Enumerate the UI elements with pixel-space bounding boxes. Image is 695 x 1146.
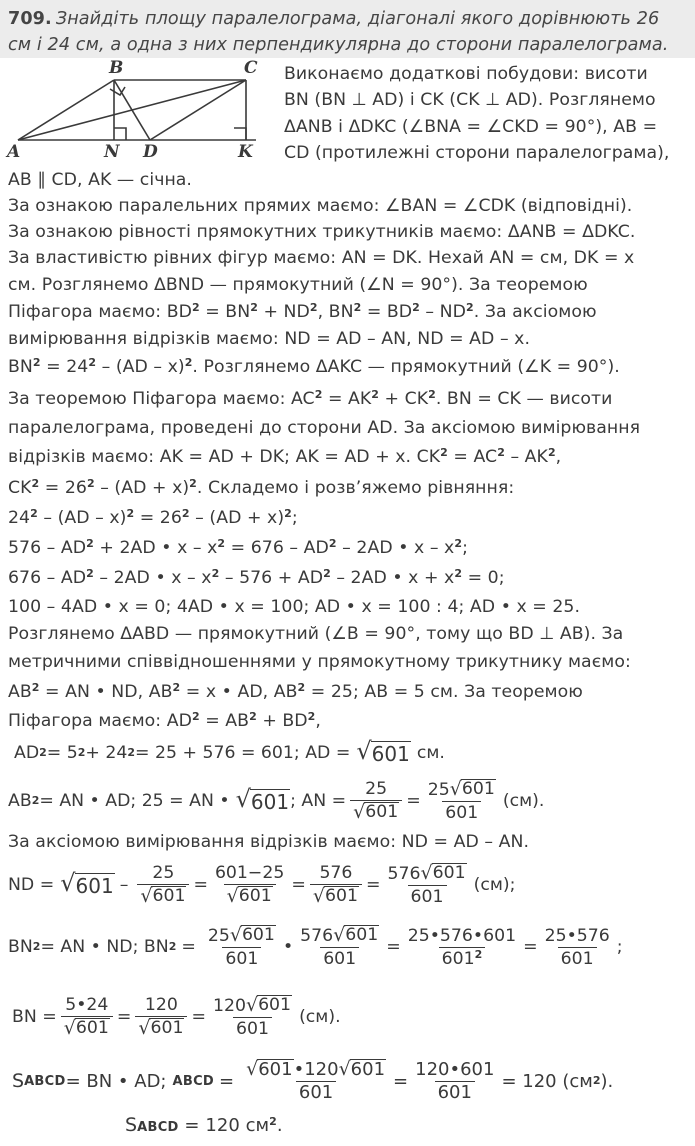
solution-line: вимірювання відрізків маємо: ND = AD – AN, ND = AD – x. [8,329,530,349]
solution-line: відрізків маємо: AK = AD + DK; AK = AD + x. $CK^2 = AC^2 - AK^2$, [8,446,562,467]
label-N: N [104,142,120,162]
equation-nd: ND = √ 601 – 25 √ 601 = 601−25 √ 601 = 576 √ 601 = 576 √ 601 601 (см); [8,862,516,907]
problem-number: 709. [8,9,52,29]
label-C: C [244,58,258,78]
problem-line-2: см і 24 см, а одна з них перпендикулярна до сторони паралелограма. [8,35,669,55]
label-K: K [238,142,253,162]
label-A: A [7,142,21,162]
label-D: D [143,142,158,162]
solution-line: BN (BN ⊥ AD) і CK (CK ⊥ AD). Розглянемо [284,90,656,110]
solution-line: Піфагора маємо: $AD^2 = AB^2 + BD^2$, [8,710,321,731]
problem-text-1: Знайдіть площу паралелограма, діагоналі якого дорівнюють 26 [55,9,660,29]
equation-bn-squared: BN 2 = AN • ND; BN 2 = 25 √ 601 601 • 576 √ 601 601 = $\frac{25•576•601}{601^2}$ = $\frac{25•576}{601}$ ; [8,924,623,969]
equation-an: AB 2 = AN • AD; 25 = AN • √ 601 ; AN = 25 √ 601 = 25 √ 601 601 (см). [8,778,545,823]
equation-ad: AD 2 = 5 2 + 24 2 = 25 + 576 = 601; AD = √ 601 см. [14,736,445,766]
solution-line: Піфагора маємо: $BD^2 = BN^2 + ND^2$, $BN^2 = BD^2 - ND^2$. За аксіомою [8,301,597,322]
label-B: B [109,58,124,78]
solution-line: За властивістю рівних фігур маємо: AN = DK. Нехай AN = см, DK = x [8,248,635,268]
solution-line: $CK^2 = 26^2 - (AD + x)^2$. Складемо і розв’яжемо рівняння: [8,477,515,498]
solution-line: паралелограма, проведені до сторони AD. За аксіомою вимірювання [8,418,641,438]
solution-line: $AB^2$ = AN • ND, $AB^2 = x$ • AD, $AB^2 = 25$; AB = 5 см. За теоремою [8,681,583,702]
final-answer: SABCD = 120 $см^2$. [125,1114,283,1136]
solution-line: За ознакою паралельних прямих маємо: ∠BAN = ∠CDK (відповідні). [8,196,633,216]
solution-line: Розглянемо ΔABD — прямокутний (∠B = 90°, тому що BD ⊥ AB). За [8,624,624,644]
solution-line: $676 - AD^2 - 2AD$ • $x - x^2 - 576 + AD^2 - 2AD$ • $x + x^2 = 0$; [8,567,505,588]
equation-bn: BN = 5•24 √ 601 = 120 √ 601 = 120 √ 601 601 (см). [12,994,341,1039]
solution-line: 100 – 4AD • x = 0; 4AD • x = 100; AD • x = 100 : 4; AD • x = 25. [8,597,581,617]
problem-statement [0,0,695,58]
solution-line: $BN^2 = 24^2 - (AD - x)^2$. Розглянемо ΔAKC — прямокутний (∠K = 90°). [8,356,620,377]
solution-line: ΔANB і ΔDKC (∠BNA = ∠CKD = 90°), AB = [284,117,658,137]
solution-line: метричними співвідношеннями у прямокутному трикутнику маємо: [8,652,631,672]
solution-line: $576 - AD^2 + 2AD$ • $x - x^2 = 676 - AD^2 - 2AD$ • x – $x^2$; [8,537,468,558]
solution-line: $24^2 - (AD - x)^2 = 26^2 - (AD + x)^2$; [8,507,298,528]
solution-line: За аксіомою вимірювання відрізків маємо: ND = AD – AN. [8,832,529,852]
solution-line: За ознакою рівності прямокутних трикутників маємо: ΔANB = ΔDKC. [8,222,636,242]
solution-line: За теоремою Піфагора маємо: $AC^2 = AK^2 + CK^2$. BN = CK — висоти [8,388,613,409]
equation-area: S ABCD = BN • AD; ABCD = √ 601 •120 √ 601 601 = $\frac{120•601}{601}$ = 120 (см 2 ). [12,1058,614,1103]
solution-line: AB ∥ CD, AK — січна. [8,170,192,190]
solution-line: см. Розглянемо ΔBND — прямокутний (∠N = 90°). За теоремою [8,275,588,295]
solution-line: CD (протилежні сторони паралелограма), [284,143,670,163]
problem-line-1 [8,6,691,32]
solution-line: Виконаємо додаткові побудови: висоти [284,64,648,84]
